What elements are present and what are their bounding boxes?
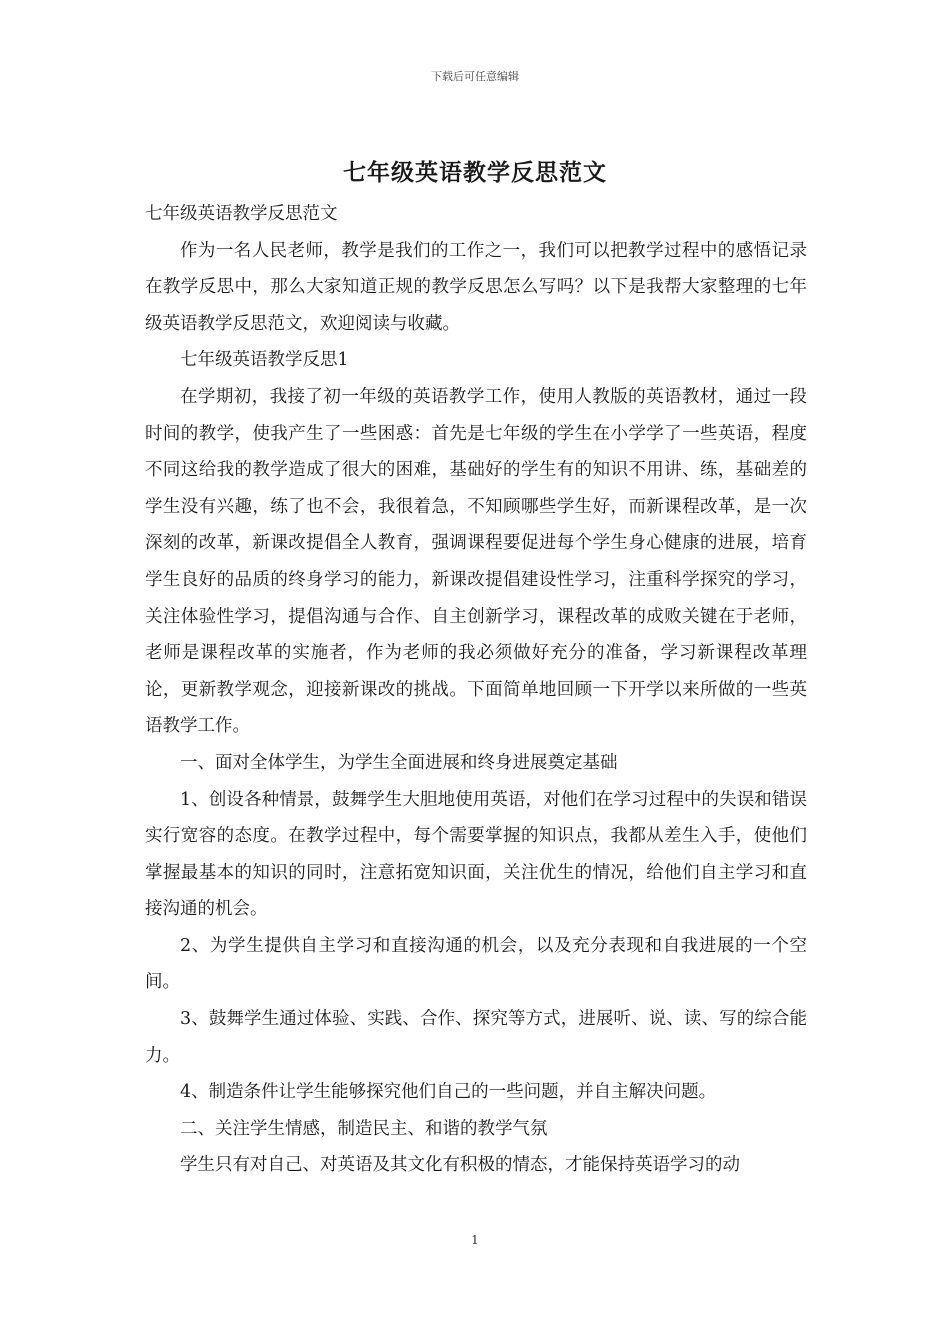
paragraph-emotion: 学生只有对自己、对英语及其文化有积极的情态，才能保持英语学习的动 — [180, 1155, 740, 1176]
section-heading-two: 二、关注学生情感，制造民主、和谐的教学气氛 — [180, 1118, 548, 1139]
page-number: 1 — [471, 1233, 479, 1247]
list-item-1: 1、创设各种情景，鼓舞学生大胆地使用英语，对他们在学习过程中的失误和错误实行宽容的态度。在教学过程中，每个需要掌握的知识点，我都从差生入手，使他们掌握最基本的知识的同时，注意拓宽知识面，关注优生的情况，给他们自主学习和直接沟通的机会。 — [145, 789, 807, 920]
section-heading-one: 一、面对全体学生，为学生全面进展和终身进展奠定基础 — [180, 752, 618, 773]
document-body — [145, 196, 807, 1184]
paragraph-subtitle: 七年级英语教学反思范文 — [145, 204, 338, 224]
page-header: 下载后可任意编辑 — [431, 70, 519, 83]
list-item-3: 3、鼓舞学生通过体验、实践、合作、探究等方式，进展听、说、读、写的综合能力。 — [145, 1009, 807, 1066]
paragraph-reflection-body: 在学期初，我接了初一年级的英语教学工作，使用人教版的英语教材，通过一段时间的教学，使我产生了一些困惑：首先是七年级的学生在小学学了一些英语，程度不同这给我的教学造成了很大的困难，基础好的学生有的知识不用讲、练，基础差的学生没有兴趣，练了也不会，我很着急，不知顾哪些学生好，而新课程改革，是一次深刻的改革，新课改提倡全人教育，强调课程要促进每个学生身心健康的进展，培育学生良好的品质的终身学习的能力，新课改提倡建设性学习，注重科学探究的学习，关注体验性学习，提倡沟通与合作、自主创新学习，课程改革的成败关键在于老师，老师是课程改革的实施者，作为老师的我必须做好充分的准备，学习新课程改革理论，更新教学观念，迎接新课改的挑战。下面简单地回顾一下开学以来所做的一些英语教学工作。 — [145, 386, 807, 737]
document-title: 七年级英语教学反思范文 — [343, 159, 607, 186]
list-item-4: 4、制造条件让学生能够探究他们自己的一些问题，并自主解决问题。 — [180, 1082, 717, 1103]
list-item-2: 2、为学生提供自主学习和直接沟通的机会，以及充分表现和自我进展的一个空间。 — [145, 935, 807, 993]
paragraph-intro: 作为一名人民老师，教学是我们的工作之一，我们可以把教学过程中的感悟记录在教学反思中，那么大家知道正规的教学反思怎么写吗？以下是我帮大家整理的七年级英语教学反思范文，欢迎阅读与收藏。 — [145, 240, 807, 334]
section-heading-reflection-1: 七年级英语教学反思1 — [180, 350, 349, 371]
